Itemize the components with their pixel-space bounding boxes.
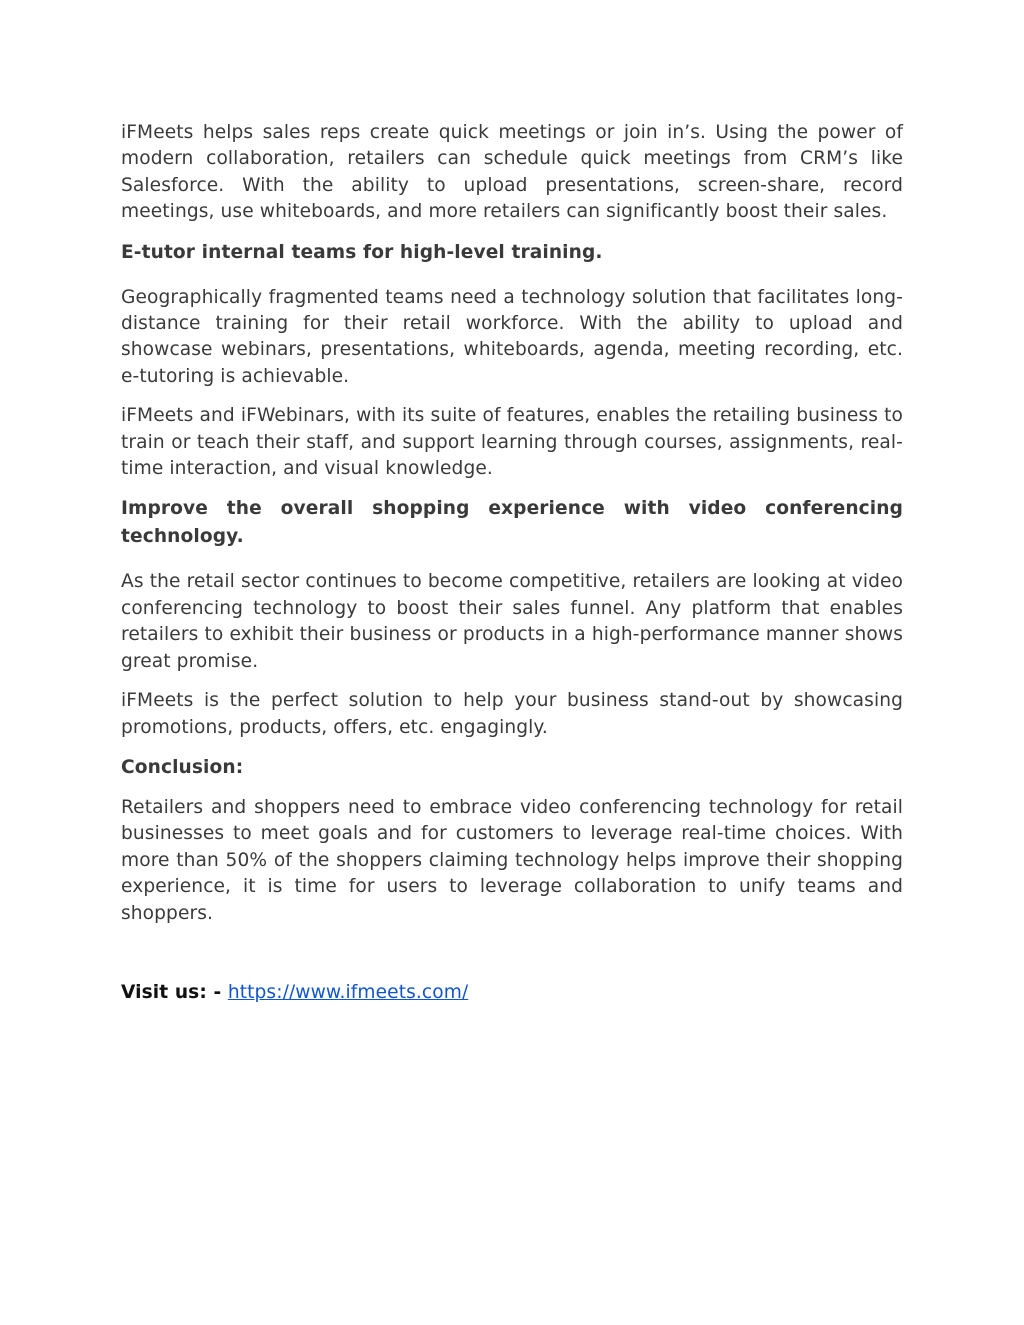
heading-etutor: E-tutor internal teams for high-level training. [121,241,603,263]
paragraph-geographic-teams: Geographically fragmented teams need a technology solution that facilitates long-distance training for their retail workforce. With the ability to upload and showcase webinars, presentations, whiteboards, agenda, meeting recording, etc. e-tutoring is achievable. [121,286,903,387]
paragraph-perfect-solution: iFMeets is the perfect solution to help your business stand-out by showcasing promotions, products, offers, etc. engagingly. [121,690,903,738]
paragraph-ifwebinars: iFMeets and iFWebinars, with its suite of features, enables the retailing business to train or teach their staff, and support learning through courses, assignments, real-time interaction, and visual knowledge. [121,405,903,480]
visit-label: Visit us: - [121,981,228,1003]
paragraph-conclusion: Retailers and shoppers need to embrace video conferencing technology for retail businesses to meet goals and for customers to leverage real-time choices. With more than 50% of the shoppers claiming technology helps improve their shopping experience, it is time for users to leverage collaboration to unify teams and shoppers. [121,796,903,924]
heading-conclusion: Conclusion: [121,756,244,778]
website-link[interactable]: https://www.ifmeets.com/ [227,981,469,1003]
visit-line [121,980,903,1006]
document-page [121,120,903,1006]
paragraph-intro: iFMeets helps sales reps create quick meetings or join in’s. Using the power of modern collaboration, retailers can schedule quick meetings from CRM’s like Salesforce. With the ability to upload presentations, screen-share, record meetings, use whiteboards, and more retailers can significantly boost their sales. [121,122,903,223]
paragraph-retail-sector: As the retail sector continues to become competitive, retailers are looking at video conferencing technology to boost their sales funnel. Any platform that enables retailers to exhibit their business or products in a high-performance manner shows great promise. [121,571,903,672]
heading-shopping-experience: Improve the overall shopping experience with video conferencing technology. [121,498,903,548]
